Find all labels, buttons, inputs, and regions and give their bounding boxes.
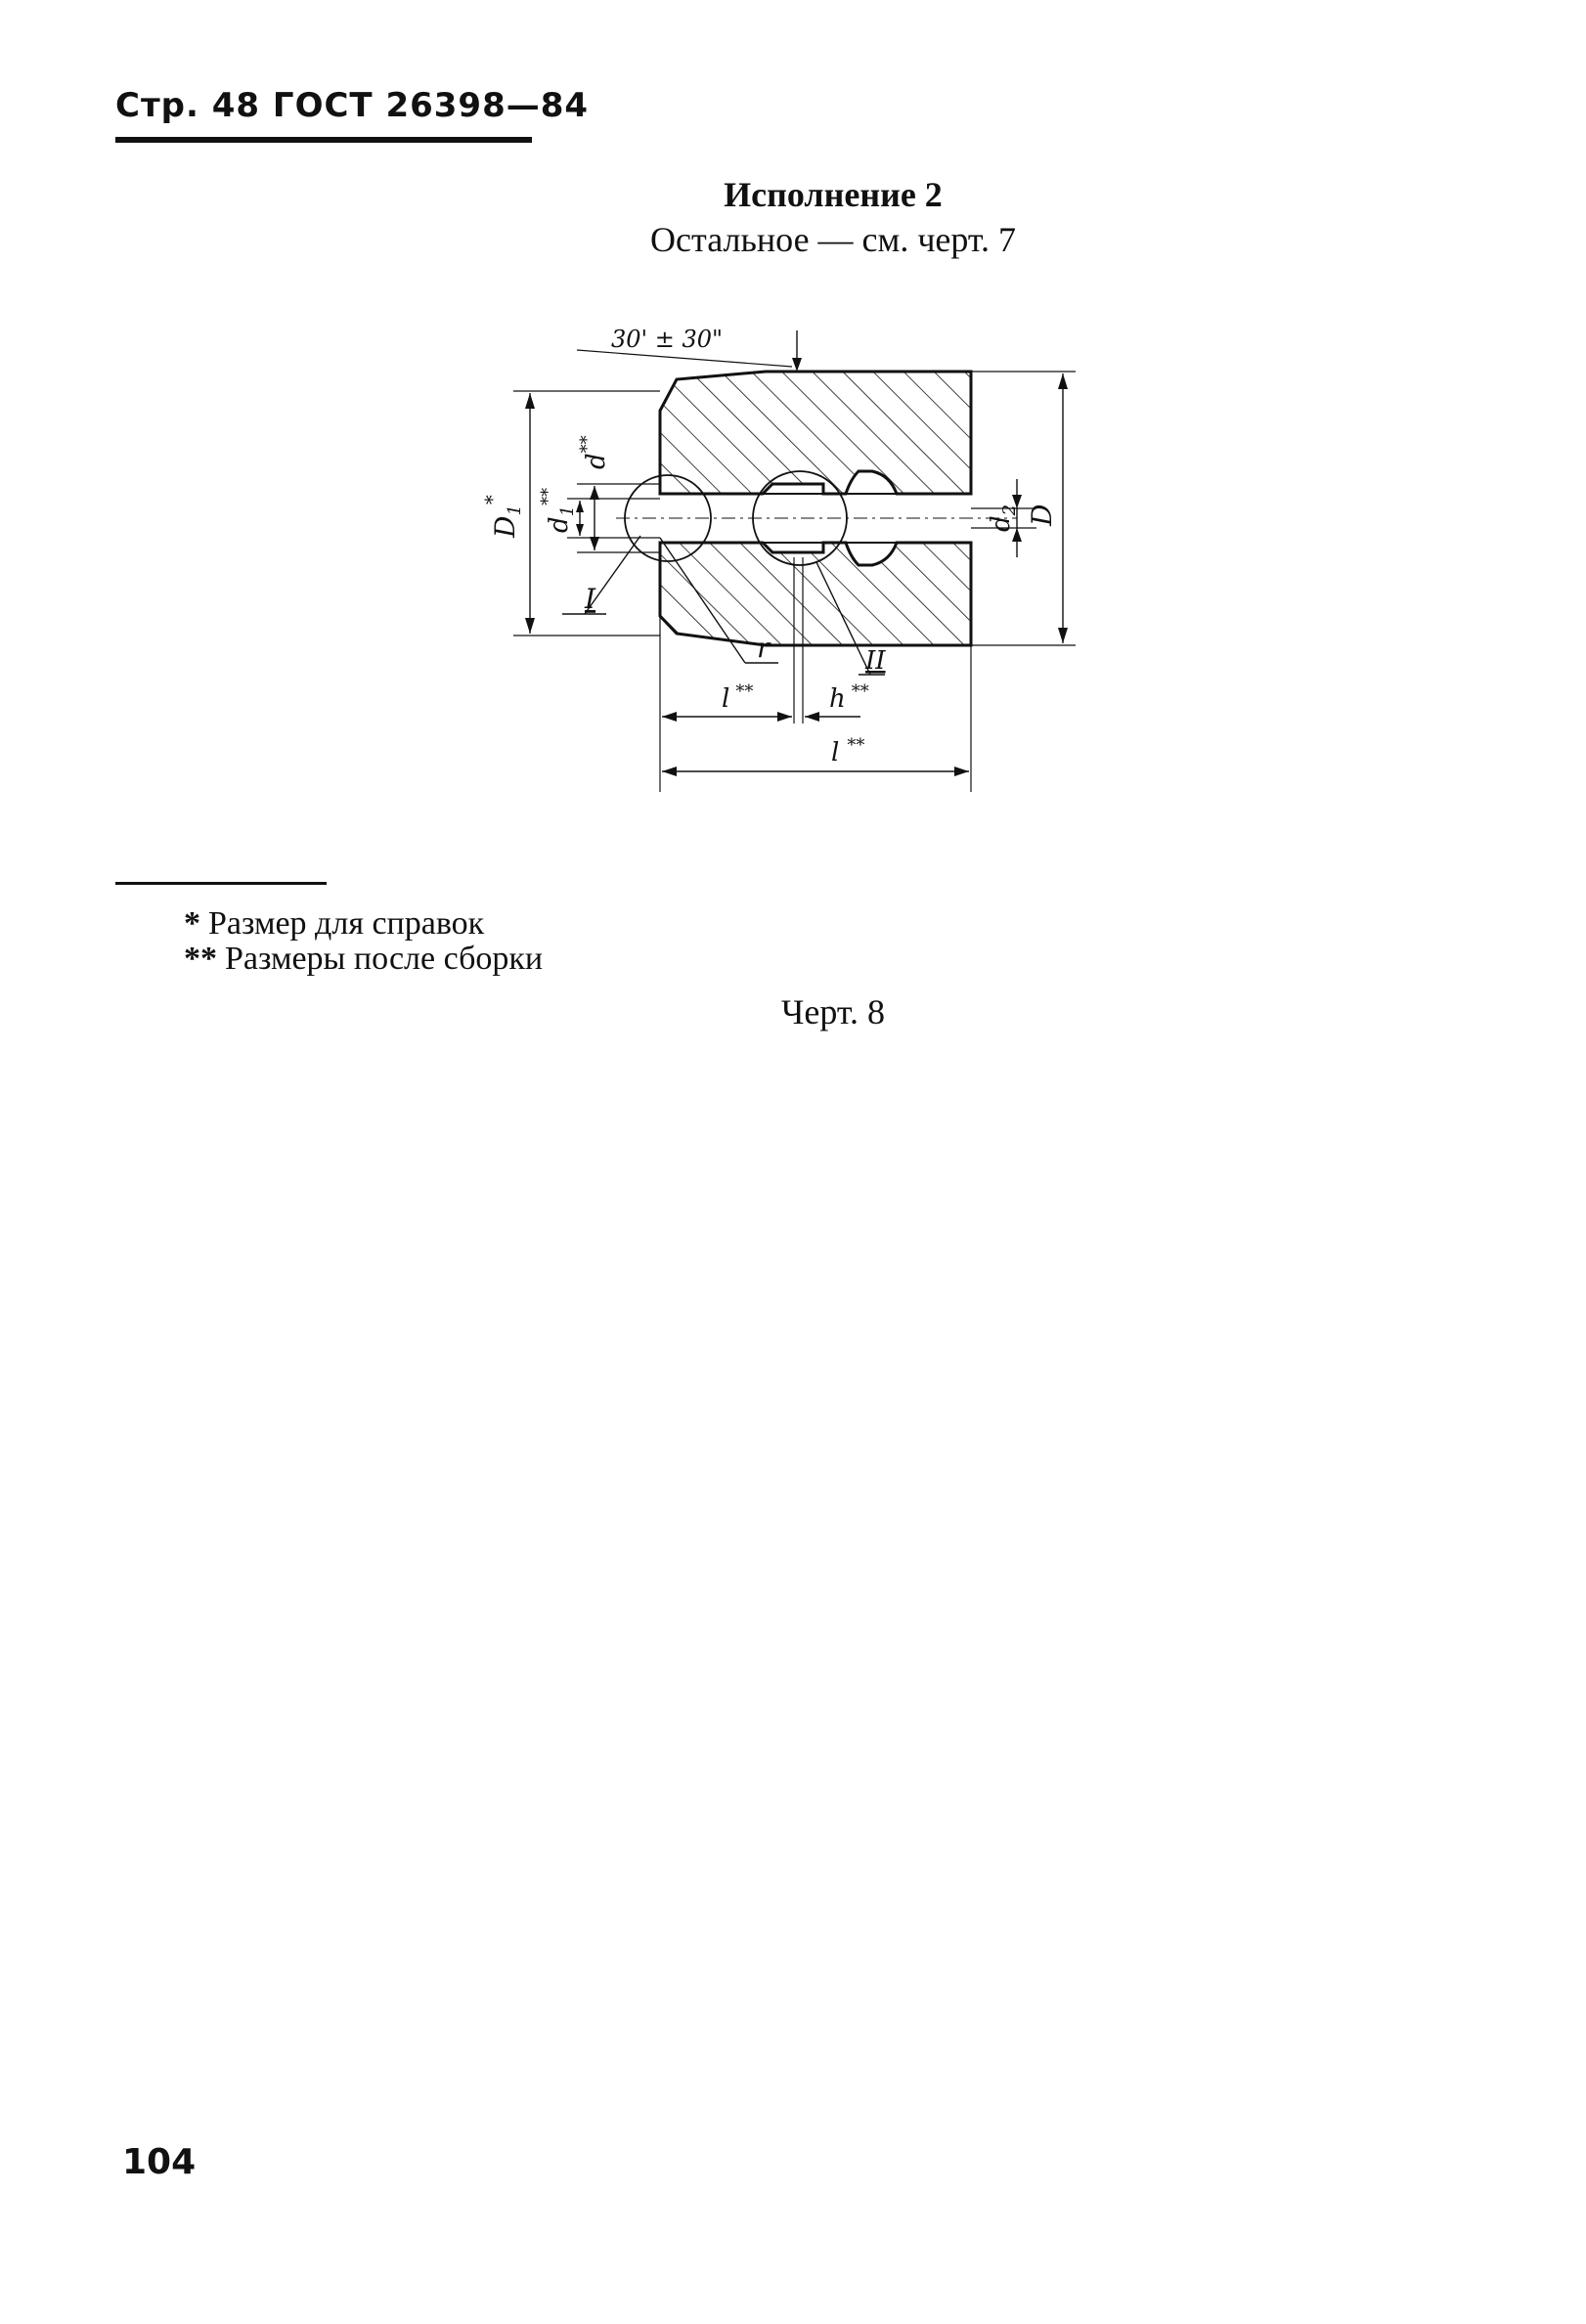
label-r: r <box>757 632 771 664</box>
body-upper-section <box>660 372 971 494</box>
footnote-1 <box>184 905 484 943</box>
label-h: h ** <box>829 681 869 714</box>
section-title: Исполнение 2 <box>724 175 943 214</box>
page-header: Стр. 48 ГОСТ 26398—84 <box>115 86 590 125</box>
label-l-short: l ** <box>722 681 754 714</box>
label-II: II <box>865 646 886 676</box>
page-number: 104 <box>122 2142 197 2182</box>
footnote-2 <box>184 941 543 978</box>
label-d: d** <box>577 435 611 469</box>
footnote-2-mark: ** <box>184 941 217 977</box>
technical-drawing <box>469 303 1115 811</box>
figure-caption: Черт. 8 <box>781 992 885 1031</box>
angle-label: 30' ± 30" <box>611 326 724 353</box>
footnote-1-mark: * <box>184 905 200 942</box>
label-D: D <box>1026 504 1058 526</box>
header-rule <box>115 137 532 143</box>
footnote-2-text: Размеры после сборки <box>225 941 544 977</box>
label-D1: $D_1^*$ <box>480 495 525 538</box>
label-l-full: l ** <box>831 735 865 767</box>
label-d2: $d_2$ <box>987 504 1020 532</box>
footnote-rule <box>115 882 327 885</box>
section-subtitle: Остальное — см. черт. 7 <box>650 220 1016 259</box>
body-lower-section <box>660 543 971 645</box>
footnote-1-text: Размер для справок <box>208 905 485 942</box>
label-d1: $d_1^{**}$ <box>538 487 578 533</box>
label-I: I <box>585 583 596 615</box>
